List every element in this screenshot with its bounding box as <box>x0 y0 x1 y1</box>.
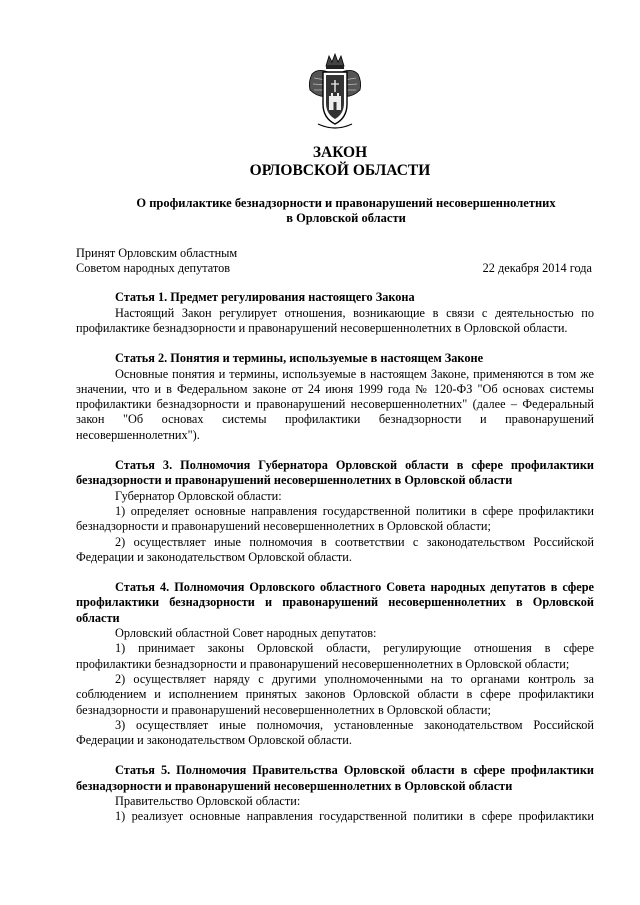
article-5 <box>76 763 594 824</box>
article-title: Статья 5. Полномочия Правительства Орловской области в сфере профилактики безнадзорности и правонарушений несовершеннолетних в Орловской области <box>76 763 594 793</box>
article-title: Статья 1. Предмет регулирования настоящего Закона <box>115 290 415 305</box>
law-subtitle <box>76 196 594 226</box>
law-body <box>76 290 594 824</box>
article-title: Статья 3. Полномочия Губернатора Орловской области в сфере профилактики безнадзорности и правонарушений несовершеннолетних в Орловской области <box>76 458 594 488</box>
paragraph: 1) определяет основные направления государственной политики в сфере профилактики безнадзорности и правонарушений несовершеннолетних в Орловской области; <box>76 503 594 534</box>
article-1 <box>76 290 594 336</box>
paragraph: 1) реализует основные направления государственной политики в сфере профилактики <box>115 809 594 824</box>
paragraph: 3) осуществляет иные полномочия, установленные законодательством Российской Федерации и законодательством Орловской области. <box>76 717 594 748</box>
article-title: Статья 4. Полномочия Орловского областного Совета народных депутатов в сфере профилактики безнадзорности и правонарушений несовершеннолетних в Орловской области <box>76 580 594 625</box>
law-title-line2: ОРЛОВСКОЙ ОБЛАСТИ <box>249 162 431 179</box>
paragraph: Основные понятия и термины, используемые в настоящем Законе, применяются в том же значении, что и в Федеральном законе от 24 июня 1999 года № 120-ФЗ "Об основах системы профилактики безнадзорности и правонарушений несовершеннолетних" (далее – Федеральный закон "Об основах системы профилактики безнадзорности и правонарушений несовершеннолетних"). <box>76 366 594 442</box>
article-4 <box>76 580 594 748</box>
paragraph: 2) осуществляет наряду с другими уполномоченными на то органами контроль за соблюдением и исполнением принятых законов Орловской области в сфере профилактики безнадзорности и правонарушений несовершеннолетних в Орловской области; <box>76 671 594 717</box>
article-2 <box>76 351 594 443</box>
article-3 <box>76 458 594 565</box>
adoption-block <box>76 246 594 276</box>
paragraph: 1) принимает законы Орловской области, регулирующие отношения в сфере профилактики безнадзорности и правонарушений несовершеннолетних в Орловской области; <box>76 641 594 671</box>
subtitle-line2: в Орловской области <box>286 211 406 225</box>
paragraph: Губернатор Орловской области: <box>115 488 282 503</box>
paragraph: 2) осуществляет иные полномочия в соответствии с законодательством Российской Федерации и законодательством Орловской области. <box>76 534 594 564</box>
law-title-line1: ЗАКОН <box>312 144 368 161</box>
paragraph: Орловский областной Совет народных депутатов: <box>115 626 377 641</box>
adopted-line1: Принят Орловским областным <box>76 246 238 260</box>
paragraph: Правительство Орловской области: <box>115 794 301 809</box>
orel-region-coat-of-arms-icon <box>304 52 366 132</box>
subtitle-line1: О профилактике безнадзорности и правонарушений несовершеннолетних <box>136 196 556 210</box>
law-title <box>76 144 594 180</box>
adoption-date: 22 декабря 2014 года <box>482 261 592 276</box>
article-title: Статья 2. Понятия и термины, используемые в настоящем Законе <box>115 351 484 366</box>
adopted-line2: Советом народных депутатов <box>76 261 231 276</box>
paragraph: Настоящий Закон регулирует отношения, возникающие в связи с деятельностью по профилактике безнадзорности и правонарушений несовершеннолетних в Орловской области. <box>76 305 594 335</box>
